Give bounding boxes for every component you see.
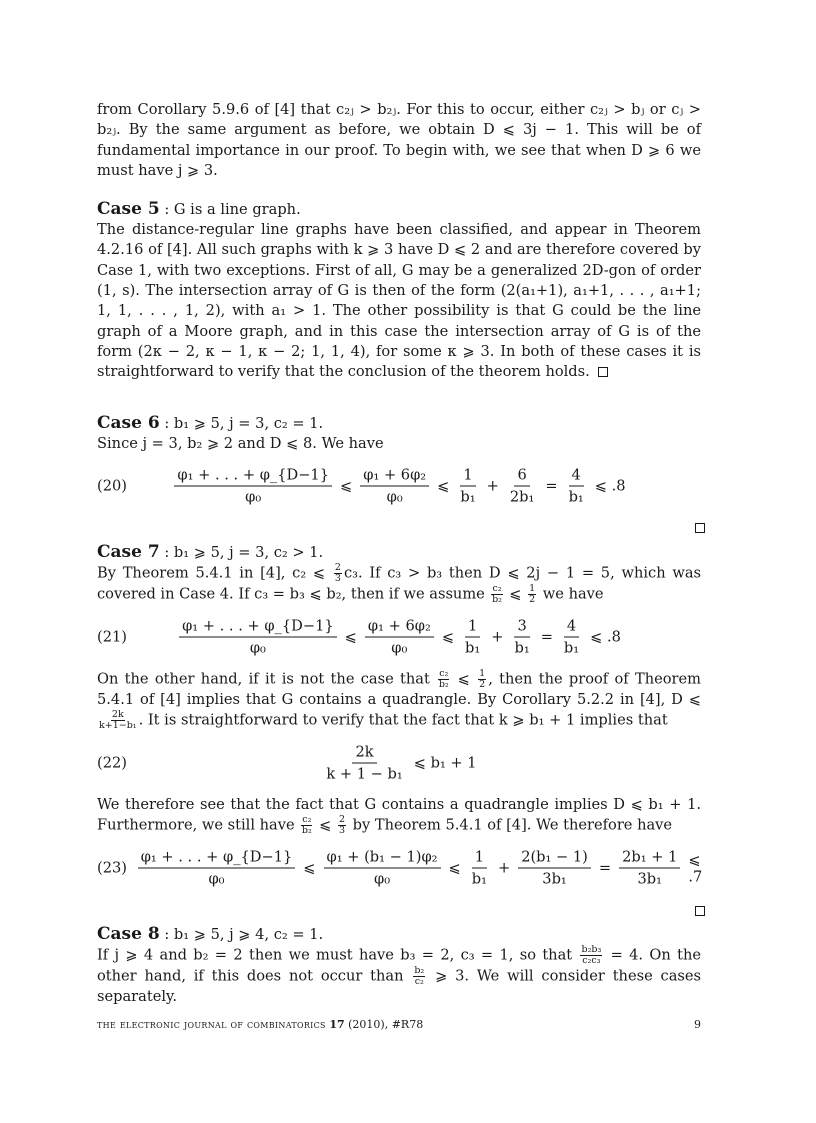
text-run: On the other hand, if it is not the case that [97,670,430,688]
text-run: ⩽ [509,585,522,603]
qed-line [97,900,705,918]
case-7-label: Case 7 [97,541,160,562]
case-7-text-1 [97,563,701,605]
equation-20 [97,460,701,512]
inline-frac-den: b₂ [438,678,449,690]
eq-numerator: 3 [514,617,529,637]
case-8-text [97,945,701,1007]
intro-paragraph: from Corollary 5.9.6 of [4] that c₂ⱼ > b₂ⱼ. For this to occur, either c₂ⱼ > bⱼ or cⱼ > b₂ⱼ. By the same argument as before, we obtain D ⩽ 3j − 1. This will be of fundamental importance in our proof. To begin with, we see that when D ⩾ 6 we must have j ⩾ 3. [97,101,701,179]
journal-name: the electronic journal of combinatorics [97,1018,326,1031]
eq-numerator: 2b₁ + 1 [619,849,680,869]
eq-numerator: 2k [352,744,376,764]
eq-denominator: φ₀ [391,639,408,657]
eq-numerator: φ₁ + 6φ₂ [365,617,434,637]
case-5-condition: : G is a line graph. [164,201,301,219]
inline-frac-num: c₂ [492,582,502,594]
case-5-label: Case 5 [97,199,160,220]
inline-frac-num: b₂ [414,965,425,977]
equation-number: (23) [97,859,127,877]
eq-numerator: 6 [514,466,529,486]
eq-denominator: φ₀ [373,870,391,888]
case-5-body: The distance-regular line graphs have been classified, and appear in Theorem 4.2.16 of [4]. All such graphs with k ⩾ 3 have D ⩽ 2 and are therefore covered by Case 1, with two exceptions. First of all, G may be a generalized 2D-gon of order (1, s). The intersection array of G is then of the form (2(a₁+1), a₁+1, . . . , a₁+1; 1, 1, . . . , 1, 2), with a₁ > 1. The other possibility is that G could be the line graph of a Moore graph, and in this case the intersection array of G is of the form (2κ − 2, κ − 1, κ − 2; 1, 1, 4), for some κ ⩾ 3. In both of these cases it is straightforward to verify that the conclusion of the theorem holds. [97,221,701,381]
text-run: We therefore see that the fact that G contains a quadrangle implies D ⩽ b₁ + 1. Furthermore, we still have [97,796,701,834]
case-8-heading [97,924,701,945]
case-6-condition: : b₁ ⩾ 5, j = 3, c₂ = 1. [164,414,324,432]
qed-symbol [598,367,608,377]
eq-relation: ⩽ [340,477,353,495]
case-8-condition: : b₁ ⩾ 5, j ⩾ 4, c₂ = 1. [164,926,324,944]
text-run: c₃. If c₃ > b₃ then D ⩽ 2j − 1 = 5, which was covered in Case 4. If c₃ = b₃ ⩽ b₂, then if we assume [97,564,702,603]
case-5-text [97,220,701,382]
eq-denominator: 3b₁ [637,870,662,888]
equation-number: (22) [97,754,127,772]
eq-denominator: φ₀ [386,488,403,506]
eq-tail: ⩽ .8 [590,628,621,646]
eq-operator: = [598,859,612,877]
inline-frac-num: 2 [334,561,341,573]
inline-frac-den: c₂c₃ [582,955,601,967]
case-7-text-2 [97,669,701,731]
eq-tail: ⩽ b₁ + 1 [413,754,477,772]
qed-symbol [695,523,705,533]
case-7-condition: : b₁ ⩾ 5, j = 3, c₂ > 1. [164,543,324,561]
text-run: ⩽ [457,670,470,688]
eq-numerator: 1 [465,617,480,637]
eq-numerator: φ₁ + (b₁ − 1)φ₂ [324,849,441,869]
inline-frac-num: 2 [338,814,345,826]
inline-frac-den: 2 [479,678,486,690]
footer-citation [97,1018,423,1031]
text-run: . It is straightforward to verify that the fact that k ⩾ b₁ + 1 implies that [138,711,668,729]
text-run: by Theorem 5.4.1 of [4]. We therefore have [352,816,673,834]
eq-numerator: φ₁ + . . . + φ_{D−1} [174,466,332,486]
eq-denominator: b₁ [568,488,584,506]
case-6-text: Since j = 3, b₂ ⩾ 2 and D ⩽ 8. We have [97,434,384,452]
inline-frac-num: 1 [529,582,536,594]
inline-frac-den: 3 [334,572,341,584]
inline-frac-num: 2k [111,709,124,721]
text-run: = 4. On the other hand, if this does not occur than [97,946,701,985]
qed-symbol [695,906,705,916]
eq-denominator: b₁ [514,639,530,657]
equation-21 [97,611,701,663]
eq-relation: ⩽ [441,628,455,646]
eq-denominator: 3b₁ [542,870,567,888]
eq-relation: ⩽ [437,477,450,495]
eq-numerator: 4 [564,617,579,637]
inline-frac-den: b₂ [492,593,502,605]
eq-numerator: φ₁ + . . . + φ_{D−1} [179,617,337,637]
page-body [97,100,701,1008]
journal-issue: (2010), #R78 [348,1018,424,1031]
inline-frac-num: c₂ [302,814,312,826]
eq-operator: + [497,859,511,877]
case-6-label: Case 6 [97,412,160,433]
page-footer [97,1018,701,1031]
text-run: , then the proof of Theorem 5.4.1 of [4] implies that G contains a quadrangle. By Corollary 5.2.2 in [4], D ⩽ [97,670,701,708]
eq-denominator: k + 1 − b₁ [326,765,403,783]
journal-volume: 17 [329,1018,345,1031]
text-run: If j ⩾ 4 and b₂ = 2 then we must have b₃ = 2, c₃ = 1, so that [97,946,573,964]
eq-operator: = [545,477,558,495]
inline-frac-den: 2 [529,593,536,605]
text-run: ⩽ [319,816,332,834]
inline-frac-num: 1 [479,667,486,679]
eq-relation: ⩽ [344,628,357,646]
case-7-text-3 [97,795,701,836]
eq-numerator: φ₁ + . . . + φ_{D−1} [138,849,296,869]
equation-23 [97,842,701,894]
text-run: we have [542,585,604,603]
eq-numerator: 1 [472,849,487,869]
text-run: ⩾ 3. We will consider these cases separately. [97,967,702,1006]
inline-frac-den: k+1−b₁ [99,720,137,732]
eq-denominator: b₁ [460,488,476,506]
case-6-heading [97,413,701,434]
eq-operator: + [491,628,504,646]
eq-relation: ⩽ [448,859,461,877]
eq-numerator: φ₁ + 6φ₂ [360,466,429,486]
text-run: By Theorem 5.4.1 in [4], c₂ ⩽ [97,564,326,582]
eq-relation: ⩽ [303,859,316,877]
eq-numerator: 4 [569,466,584,486]
qed-line [97,518,705,536]
case-5-heading [97,199,701,220]
eq-denominator: b₁ [465,639,481,657]
eq-tail: ⩽ .8 [594,477,626,495]
equation-number: (21) [97,628,127,646]
eq-denominator: 2b₁ [509,488,535,506]
eq-numerator: 1 [460,466,475,486]
equation-number: (20) [97,477,127,495]
inline-frac-den: c₂ [414,976,424,988]
eq-tail: ⩽ .7 [688,851,703,886]
eq-denominator: φ₀ [245,488,262,506]
eq-denominator: φ₀ [208,870,225,888]
inline-frac-num: c₂ [439,667,449,679]
inline-frac-den: 3 [338,825,345,837]
eq-operator: = [540,628,553,646]
eq-denominator: φ₀ [249,639,266,657]
case-7-heading [97,542,701,563]
eq-denominator: b₁ [563,639,580,657]
eq-denominator: b₁ [471,870,487,888]
eq-numerator: 2(b₁ − 1) [518,849,591,869]
page-number: 9 [694,1018,701,1031]
eq-operator: + [486,477,499,495]
equation-22 [97,737,701,789]
case-8-label: Case 8 [97,924,160,945]
inline-frac-num: b₂b₃ [581,944,602,956]
inline-frac-den: b₂ [301,825,312,837]
